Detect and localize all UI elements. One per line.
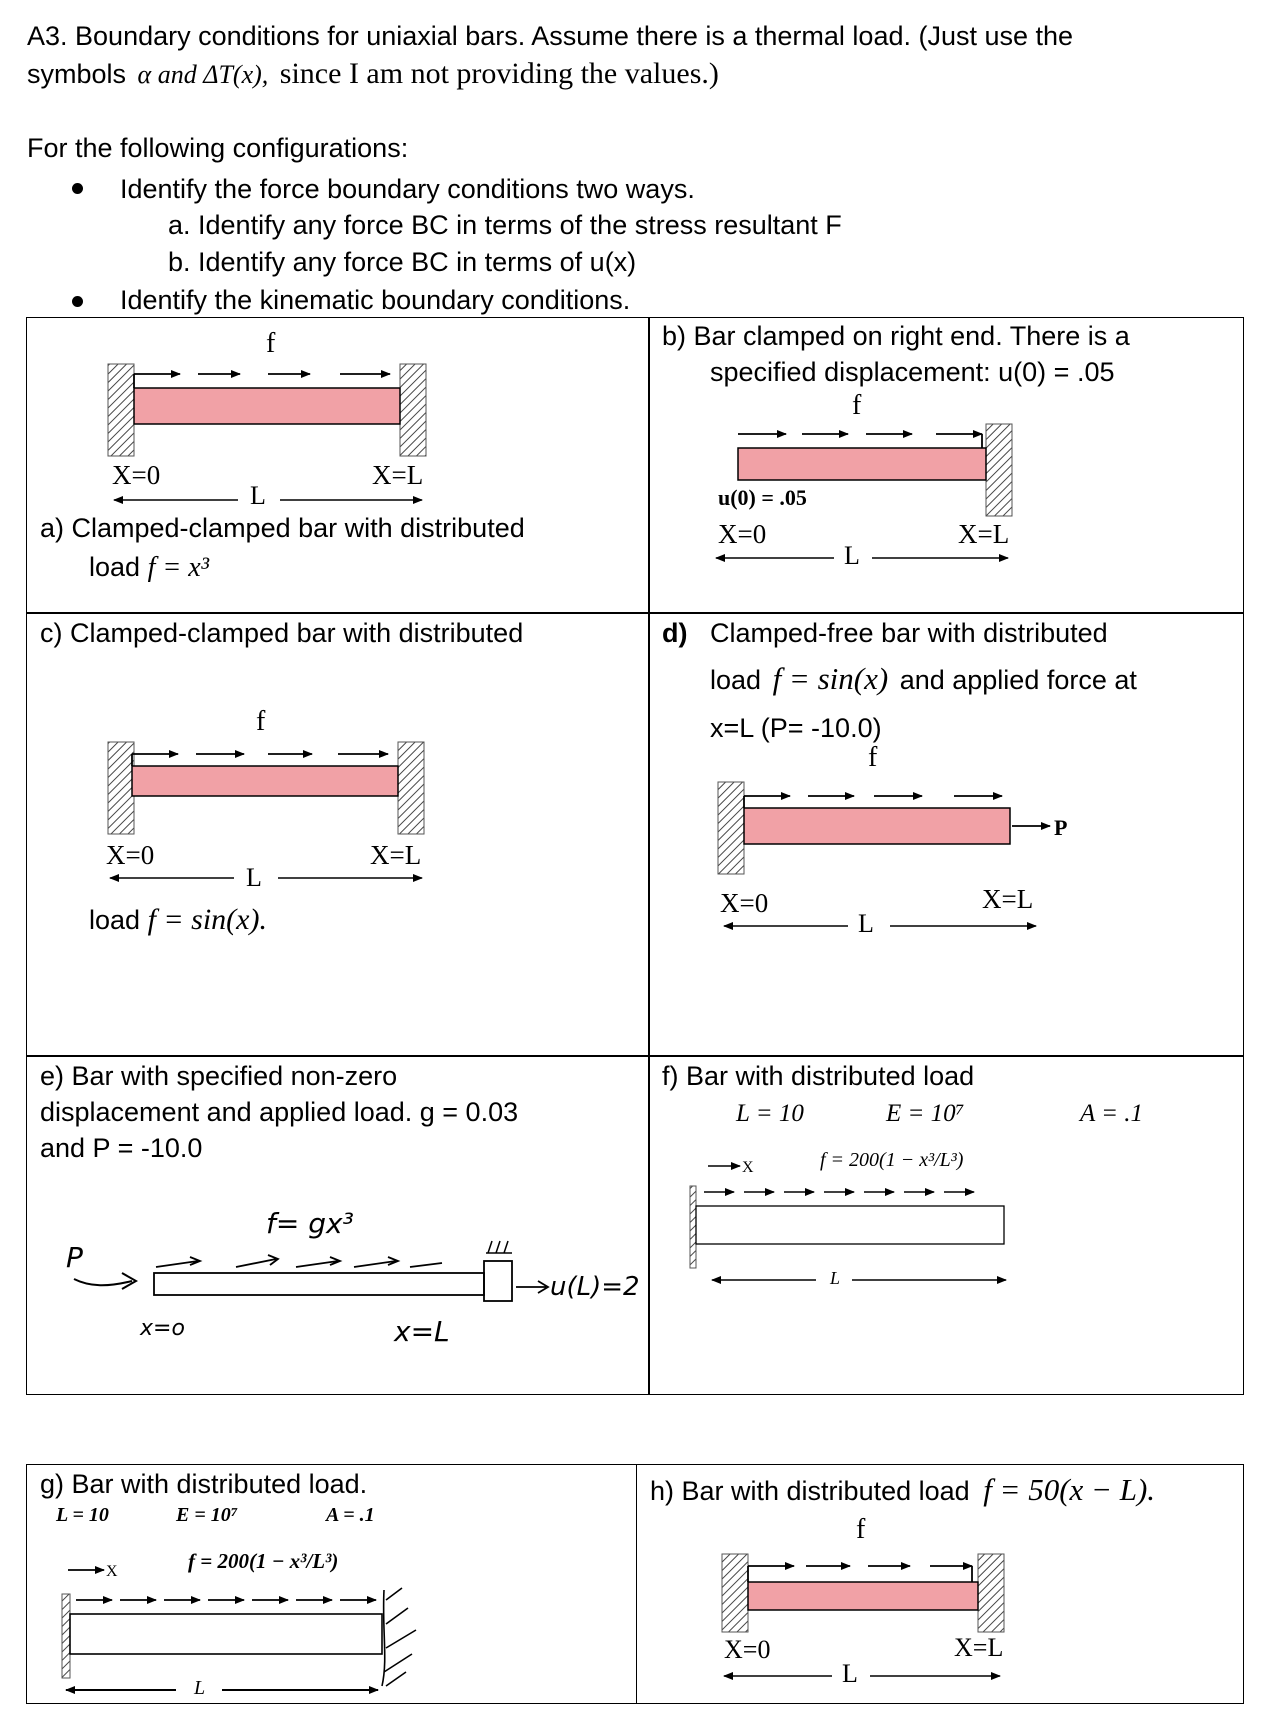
- panel-h-diagram: [714, 1510, 1014, 1700]
- distributed-load-arrows: [132, 754, 388, 766]
- load-word: load: [89, 552, 141, 582]
- load-f-label: f: [266, 328, 276, 359]
- sub-item-a: a. Identify any force BC in terms of the stress resultant F: [168, 210, 842, 240]
- distributed-load-arrows: [744, 796, 1002, 808]
- block-hatch: [486, 1241, 512, 1253]
- panel-b-caption: b) Bar clamped on right end. There is a: [662, 321, 1130, 351]
- left-wall: [718, 782, 744, 874]
- hand-load-label: f= gx³: [266, 1207, 354, 1240]
- bullet-dot: [72, 183, 83, 194]
- right-wall-sketch: [382, 1588, 416, 1686]
- bar: [696, 1206, 1004, 1244]
- distributed-load-arrows: [156, 1255, 442, 1267]
- panel-d-suffix: and applied force at: [899, 665, 1137, 695]
- applied-force-arrow: [74, 1273, 136, 1289]
- length-label: L: [246, 863, 262, 890]
- instructions-intro: For the following configurations:: [27, 133, 409, 163]
- panel-g-modulus: E = 10⁷: [176, 1504, 238, 1526]
- panel-g-length: L = 10: [56, 1504, 109, 1526]
- distributed-load-arrows: [134, 374, 390, 388]
- hand-xL-label: x=L: [394, 1315, 450, 1348]
- length-label: L: [844, 541, 860, 570]
- problem-title: A3. Boundary conditions for uniaxial bars. Assume there is a thermal load. (Just use the: [27, 21, 1074, 51]
- panel-g-diagram: [56, 1530, 436, 1702]
- bar: [738, 448, 986, 480]
- distributed-load-arrows: [748, 1566, 972, 1582]
- panel-b-diagram: [706, 388, 1026, 578]
- x0-label: X=0: [720, 888, 769, 918]
- panel-h-caption-text: h) Bar with distributed load: [650, 1476, 970, 1506]
- problem-title-line2: [27, 58, 719, 91]
- right-wall: [986, 424, 1012, 516]
- panel-d-caption-line2: [710, 663, 1137, 696]
- sub-item-b: b. Identify any force BC in terms of u(x): [168, 247, 637, 277]
- load-word: load: [710, 665, 762, 695]
- panel-a-caption-line2: [89, 551, 209, 584]
- bar: [134, 388, 400, 424]
- panel-g-load: f = 200(1 − x³/L³): [188, 1549, 339, 1573]
- right-wall: [398, 742, 424, 834]
- load-f-label: f: [852, 390, 862, 421]
- x-axis-label: X: [742, 1159, 754, 1176]
- panel-c-caption: c) Clamped-clamped bar with distributed: [40, 618, 524, 648]
- xL-label: X=L: [370, 840, 422, 870]
- hand-displacement-label: u(L)=2: [550, 1272, 640, 1302]
- x0-label: X=0: [718, 519, 767, 549]
- force-P-label: P: [1054, 815, 1068, 840]
- left-wall: [108, 742, 134, 834]
- load-f-label: f: [868, 742, 878, 773]
- bullet-force-bc: Identify the force boundary conditions two ways.: [120, 174, 695, 204]
- distributed-load-arrows: [738, 434, 982, 448]
- x0-label: X=0: [724, 1635, 771, 1664]
- displacement-block: [484, 1261, 512, 1301]
- symbols-suffix: since I am not providing the values.): [279, 57, 719, 90]
- hand-x0-label: x=o: [140, 1316, 185, 1341]
- panel-c-caption-line2: [89, 904, 267, 936]
- panel-h-formula: f = 50(x − L).: [983, 1472, 1156, 1507]
- panel-c-diagram: [100, 700, 440, 890]
- x0-label: X=0: [106, 840, 155, 870]
- left-wall: [690, 1186, 696, 1268]
- panel-f-length: L = 10: [736, 1100, 804, 1127]
- panel-h-caption: [650, 1474, 1155, 1507]
- left-wall: [62, 1594, 70, 1678]
- bar: [154, 1273, 484, 1295]
- grid-divider-row1: [26, 612, 1244, 614]
- load-f-label: f: [856, 1514, 866, 1545]
- panel-d-diagram: [714, 742, 1094, 942]
- panel-g-area: A = .1: [326, 1504, 375, 1526]
- xL-label: X=L: [958, 519, 1010, 549]
- bar: [132, 766, 398, 796]
- panel-f-caption: f) Bar with distributed load: [662, 1061, 975, 1091]
- xL-label: X=L: [372, 460, 424, 490]
- panel-d-label: d): [662, 618, 688, 648]
- symbols-prefix: symbols: [27, 59, 127, 89]
- right-wall: [400, 364, 426, 456]
- panel-f-load: f = 200(1 − x³/L³): [820, 1149, 964, 1171]
- grid-divider-row2: [26, 1055, 1244, 1057]
- hand-P-label: P: [66, 1241, 83, 1274]
- panel-e-caption-line3: and P = -10.0: [40, 1133, 203, 1163]
- bar: [748, 1582, 978, 1610]
- panel-g-caption: g) Bar with distributed load.: [40, 1469, 368, 1499]
- xL-label: X=L: [982, 884, 1034, 914]
- panel-a-formula: f = x³: [147, 552, 210, 583]
- panel-f-diagram: [680, 1130, 1020, 1300]
- displacement-arrow: [516, 1281, 548, 1293]
- bullet-kinematic-bc: Identify the kinematic boundary conditions.: [120, 285, 631, 315]
- left-wall: [722, 1554, 748, 1632]
- u0-label: u(0) = .05: [718, 485, 807, 510]
- bar: [70, 1614, 382, 1654]
- length-label: L: [830, 1268, 841, 1288]
- panel-c-formula: f = sin(x).: [147, 903, 267, 936]
- x0-label: X=0: [112, 460, 161, 490]
- panel-f-area: A = .1: [1080, 1100, 1143, 1127]
- panel-e-caption: e) Bar with specified non-zero: [40, 1061, 398, 1091]
- panel-d-formula: f = sin(x): [772, 661, 889, 696]
- right-wall: [978, 1554, 1004, 1632]
- panel-e-caption-line2: displacement and applied load. g = 0.03: [40, 1097, 519, 1127]
- grid-divider-vertical: [648, 317, 650, 1395]
- panel-e-sketch: [60, 1195, 640, 1355]
- bullet-dot: [72, 296, 83, 307]
- bar: [744, 808, 1010, 844]
- panel-b-caption-line2: specified displacement: u(0) = .05: [710, 357, 1115, 387]
- panel-d-caption-line3: x=L (P= -10.0): [710, 713, 882, 743]
- symbols-alpha-deltaT: α and ΔT(x),: [137, 60, 269, 89]
- length-label: L: [842, 1659, 858, 1688]
- panel-a-caption: a) Clamped-clamped bar with distributed: [40, 513, 525, 543]
- x-axis-label: X: [106, 1563, 118, 1580]
- left-wall: [108, 364, 134, 456]
- panel-f-modulus: E = 10⁷: [886, 1100, 965, 1127]
- length-label: L: [858, 909, 874, 938]
- panel-a-diagram: [100, 322, 440, 508]
- length-label: L: [250, 481, 266, 508]
- panel-d-caption: Clamped-free bar with distributed: [710, 618, 1108, 648]
- load-word: load: [89, 905, 141, 935]
- load-f-label: f: [256, 706, 266, 737]
- length-label: L: [194, 1677, 206, 1699]
- xL-label: X=L: [954, 1633, 1004, 1662]
